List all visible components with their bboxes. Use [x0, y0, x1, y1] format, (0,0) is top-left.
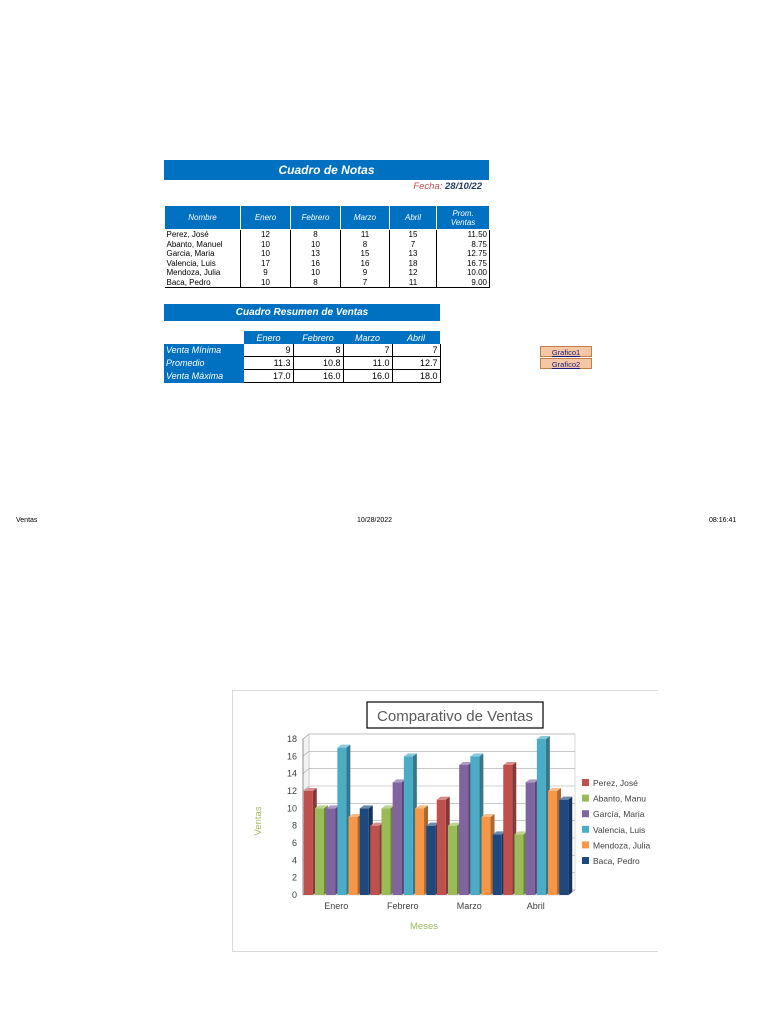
resumen-header-row [164, 331, 440, 344]
chart-bar-6-3 [493, 834, 502, 895]
chart-y-tick-label: 2 [291, 872, 297, 883]
resumen-header-cell: Febrero [293, 331, 343, 344]
chart-bar-5-2 [415, 808, 424, 895]
notas-value-cell[interactable]: 15 [341, 249, 390, 259]
notas-header-cell: Marzo [341, 206, 390, 230]
chart-title: Comparativo de Ventas [377, 708, 533, 725]
resumen-table [164, 331, 441, 383]
chart-bar-1-1 [304, 791, 313, 895]
notas-row [165, 278, 490, 288]
ventas-chart [233, 691, 659, 953]
footer-sheet-name: Ventas [16, 517, 38, 522]
chart-bar-3-1 [326, 808, 335, 895]
chart-y-tick-label: 0 [291, 890, 297, 900]
chart-x-tick-label: Febrero [386, 901, 419, 911]
notas-table [164, 205, 490, 288]
notas-value-cell[interactable]: 18 [390, 259, 437, 269]
notas-row [165, 259, 490, 269]
notas-value-cell[interactable]: 13 [291, 249, 341, 259]
chart-legend-swatch [582, 779, 589, 786]
resumen-value-cell[interactable]: 18.0 [392, 370, 440, 383]
notas-value-cell[interactable]: 10 [291, 240, 341, 250]
notas-value-cell[interactable]: 9.00 [437, 278, 490, 288]
chart-y-tick-label: 14 [286, 768, 297, 779]
fecha-value: 28/10/22 [445, 181, 482, 192]
chart-y-axis-title: Ventas [253, 806, 264, 836]
notas-value-cell[interactable]: 12 [390, 268, 437, 278]
resumen-corner-cell [164, 331, 244, 344]
resumen-header-cell: Abril [392, 331, 440, 344]
fecha-label: Fecha: [413, 181, 443, 192]
chart-y-tick-label: 16 [286, 751, 297, 762]
chart-x-tick-label: Abril [526, 901, 545, 911]
chart-bar-4-1 [337, 748, 346, 895]
chart-bar-1-4 [503, 765, 512, 895]
notas-title-banner: Cuadro de Notas [164, 160, 489, 180]
resumen-value-cell[interactable]: 11.3 [244, 357, 293, 370]
chart-bar-2-4 [514, 834, 523, 895]
chart-legend-swatch [582, 826, 589, 833]
notas-name-cell[interactable]: Perez, José [165, 230, 241, 240]
footer-date: 10/28/2022 [357, 517, 393, 522]
chart-x-tick-label: Enero [324, 901, 349, 911]
notas-value-cell[interactable]: 10.00 [437, 268, 490, 278]
chart-legend-swatch [582, 795, 589, 802]
resumen-row [164, 370, 440, 383]
chart-legend-swatch [582, 841, 589, 848]
resumen-value-cell[interactable]: 7 [392, 344, 440, 357]
notas-value-cell[interactable]: 10 [241, 249, 291, 259]
notas-value-cell[interactable]: 9 [241, 268, 291, 278]
notas-name-cell[interactable]: Baca, Pedro [165, 278, 241, 288]
chart-bar-1-2 [370, 826, 379, 895]
chart-bar-side [568, 797, 572, 895]
fecha-line [300, 180, 482, 193]
chart-bar-6-1 [360, 808, 369, 895]
resumen-row-label: Venta Mínima [164, 344, 244, 357]
resumen-value-cell[interactable]: 10.8 [293, 357, 343, 370]
notas-value-cell[interactable]: 12.75 [437, 249, 490, 259]
chart-legend-swatch [582, 857, 589, 864]
notas-value-cell[interactable]: 11 [341, 230, 390, 240]
resumen-title-banner: Cuadro Resumen de Ventas [164, 304, 440, 321]
resumen-header-cell: Marzo [343, 331, 392, 344]
notas-header-row [165, 206, 490, 230]
chart-legend-swatch [582, 810, 589, 817]
notas-value-cell[interactable]: 10 [241, 240, 291, 250]
chart-legend-entry: Baca, Pedro [593, 856, 640, 866]
resumen-body [164, 344, 440, 383]
notas-value-cell[interactable]: 8 [341, 240, 390, 250]
notas-header-cell: Nombre [165, 206, 241, 230]
notas-value-cell[interactable]: 11.50 [437, 230, 490, 240]
notas-value-cell[interactable]: 10 [291, 268, 341, 278]
notas-value-cell[interactable]: 7 [341, 278, 390, 288]
notas-value-cell[interactable]: 10 [241, 278, 291, 288]
chart-legend-entry: García, Maria [593, 809, 645, 820]
resumen-row [164, 344, 440, 357]
chart-bar-4-4 [537, 739, 546, 895]
resumen-value-cell[interactable]: 9 [244, 344, 293, 357]
chart-y-tick-label: 6 [291, 838, 297, 848]
chart-bar-5-3 [482, 817, 491, 895]
resumen-row [164, 357, 440, 370]
chart-y-tick-label: 10 [286, 803, 297, 814]
resumen-value-cell[interactable]: 16.0 [293, 370, 343, 383]
footer-time: 08:16:41 [709, 517, 737, 522]
notas-header-cell: Enero [241, 206, 291, 230]
notas-value-cell[interactable]: 17 [241, 259, 291, 269]
notas-body [165, 230, 490, 288]
resumen-value-cell[interactable]: 12.7 [392, 357, 440, 370]
notas-value-cell[interactable]: 11 [390, 278, 437, 288]
chart-bar-6-2 [426, 826, 435, 895]
chart-bar-4-3 [470, 756, 479, 895]
chart-bar-1-3 [437, 800, 446, 895]
resumen-row-label: Promedio [164, 357, 244, 370]
resumen-value-cell[interactable]: 16.0 [343, 370, 392, 383]
chart-bar-3-2 [393, 782, 402, 895]
chart-x-axis-title: Meses [410, 921, 438, 932]
notas-value-cell[interactable]: 13 [390, 249, 437, 259]
notas-value-cell[interactable]: 8 [291, 230, 341, 240]
notas-value-cell[interactable]: 12 [241, 230, 291, 240]
notas-name-cell[interactable]: Garcia, Maria [165, 249, 241, 259]
chart-y-tick-label: 8 [291, 820, 297, 831]
resumen-value-cell[interactable]: 7 [343, 344, 392, 357]
notas-value-cell[interactable]: 8.75 [437, 240, 490, 250]
notas-value-cell[interactable]: 16 [291, 259, 341, 269]
chart-bar-5-1 [349, 817, 358, 895]
chart-bar-5-4 [548, 791, 557, 895]
chart-bar-2-3 [448, 826, 457, 895]
notas-row [165, 249, 490, 259]
notas-row [165, 240, 490, 250]
ventas-chart-area [232, 690, 658, 952]
chart-bar-4-2 [404, 756, 413, 895]
chart-legend-entry: Valencia, Luis [593, 824, 646, 835]
resumen-value-cell[interactable]: 11.0 [343, 357, 392, 370]
chart-bar-3-3 [459, 765, 468, 895]
chart-bar-2-2 [381, 808, 390, 895]
chart-x-tick-label: Marzo [456, 901, 482, 911]
chart-bar-2-1 [315, 808, 324, 895]
resumen-value-cell[interactable]: 17.0 [244, 370, 293, 383]
notas-value-cell[interactable]: 7 [390, 240, 437, 250]
chart-bar-3-4 [526, 782, 535, 895]
notas-value-cell[interactable]: 16.75 [437, 259, 490, 269]
chart-bar-6-4 [559, 800, 568, 895]
notas-header-cell: Abril [390, 206, 437, 230]
chart-y-tick-label: 4 [291, 855, 297, 866]
chart-y-tick-label: 18 [286, 734, 297, 744]
chart-legend-entry: Abanto, Manu [593, 793, 646, 804]
grafico2-link[interactable]: Grafico2 [540, 358, 592, 369]
notas-value-cell[interactable]: 9 [341, 268, 390, 278]
notas-value-cell[interactable]: 16 [341, 259, 390, 269]
notas-name-cell[interactable]: Valencia, Luis [165, 259, 241, 269]
chart-legend-entry: Perez, José [593, 778, 638, 788]
notas-value-cell[interactable]: 8 [291, 278, 341, 288]
notas-header-cell: Febrero [291, 206, 341, 230]
chart-legend-entry: Mendoza, Julia [593, 840, 651, 851]
notas-name-cell[interactable]: Mendoza, Julia [165, 268, 241, 278]
grafico1-link[interactable]: Grafico1 [540, 346, 592, 357]
chart-y-tick-label: 12 [286, 786, 297, 796]
notas-row [165, 268, 490, 278]
resumen-value-cell[interactable]: 8 [293, 344, 343, 357]
notas-name-cell[interactable]: Abanto, Manuel [165, 240, 241, 250]
resumen-header-cell: Enero [244, 331, 293, 344]
notas-row [165, 230, 490, 240]
resumen-row-label: Venta Máxima [164, 370, 244, 383]
notas-value-cell[interactable]: 15 [390, 230, 437, 240]
notas-header-cell: Prom. Ventas [437, 206, 490, 230]
